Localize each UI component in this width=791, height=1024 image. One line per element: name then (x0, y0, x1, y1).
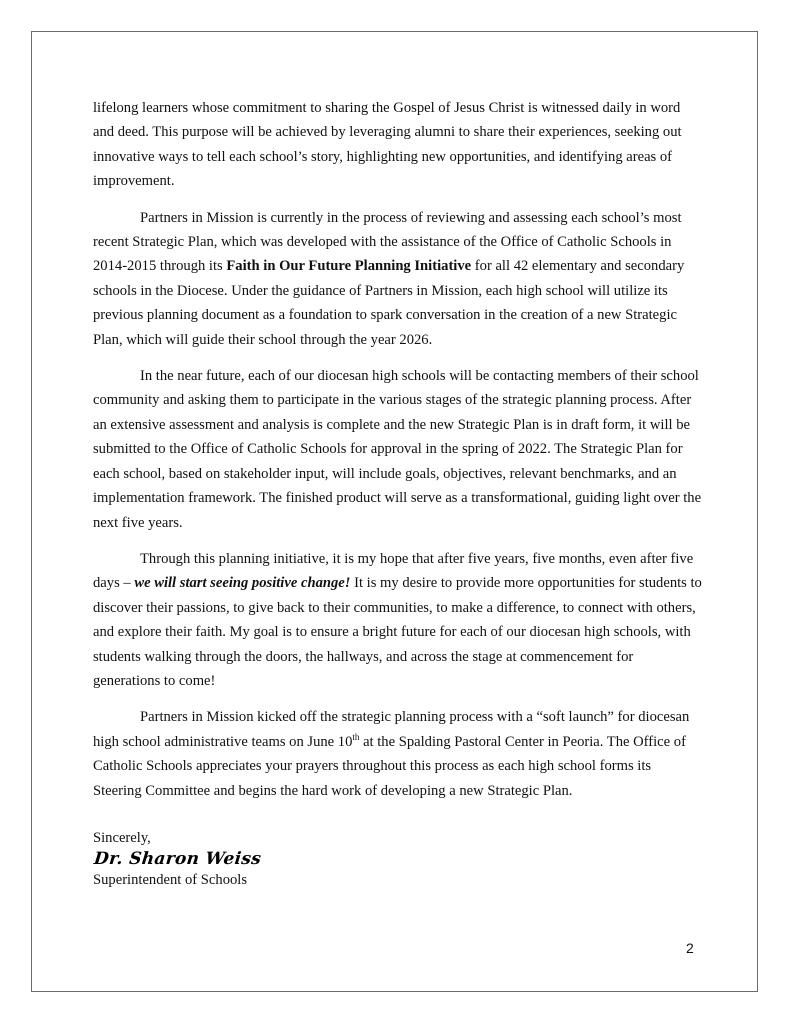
positive-change-emphasis: we will start seeing positive change! (134, 575, 351, 592)
signer-title: Superintendent of Schools (93, 871, 248, 888)
paragraph-5 (93, 705, 703, 803)
paragraph-2-text-a: Partners in Mission is currently in the process of reviewing and assessing each school’s most recent Strategic Plan, which was developed with the assistance of the Office of Catholic Schools in 2014-2015 through its (93, 209, 682, 275)
paragraph-5-text-b: at the Spalding Pastoral Center in Peoria. The Office of Catholic Schools appreciates your prayers throughout this process as each high school forms its Steering Committee and begins the hard work of developing a new Strategic Plan. (93, 733, 686, 799)
closing-block (93, 827, 703, 891)
paragraph-3: In the near future, each of our diocesan high schools will be contacting members of their school community and asking them to participate in the various stages of the strategic planning process. After an extensive assessment and analysis is complete and the new Strategic Plan is in draft form, it will be submitted to the Office of Catholic Schools for approval in the spring of 2022. The Strategic Plan for each school, based on stakeholder input, will include goals, objectives, relevant benchmarks, and an implementation framework. The finished product will serve as a transformational, guiding light over the next five years. (93, 368, 702, 531)
paragraph-5-text-a: Partners in Mission kicked off the strategic planning process with a “soft launch” for diocesan high school administrative teams on June 10 (93, 709, 690, 750)
paragraph-2 (93, 206, 703, 352)
paragraph-4-text-b: It is my desire to provide more opportunities for students to discover their passions, to give back to their communities, to make a difference, to connect with others, and explore their faith. My goal is to ensure a bright future for each of our diocesan high schools, with students walking through the doors, the hallways, and across the stage at commencement for generations to come! (93, 575, 702, 689)
page-number: 2 (686, 940, 694, 956)
closing-salutation: Sincerely, (93, 829, 151, 846)
ordinal-suffix: th (352, 731, 360, 742)
paragraph-2-text-b: for all 42 elementary and secondary schools in the Diocese. Under the guidance of Partners in Mission, each high school will utilize its previous planning document as a foundation to spark conversation in the creation of a new Strategic Plan, which will guide their school through the year 2026. (93, 258, 685, 348)
paragraph-4-text-a: Through this planning initiative, it is my hope that after five years, five months, even after five days – (93, 550, 694, 592)
initiative-name: Faith in Our Future Planning Initiative (226, 258, 472, 275)
paragraph-1: lifelong learners whose commitment to sharing the Gospel of Jesus Christ is witnessed daily in word and deed. This purpose will be achieved by leveraging alumni to share their experiences, seeking out innovative ways to tell each school’s story, highlighting new opportunities, and identifying areas of improvement. (93, 100, 682, 190)
letter-body (93, 96, 703, 891)
signature: Dr. Sharon Weiss (93, 848, 263, 869)
paragraph-4 (93, 547, 703, 693)
